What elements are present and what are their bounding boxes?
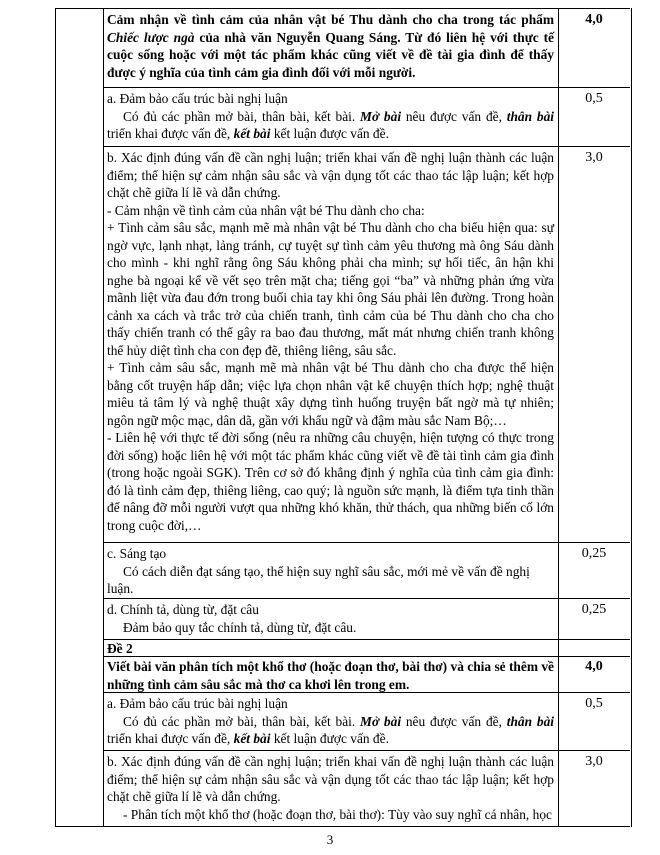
de1-criterion-b <box>107 149 554 534</box>
criterion-point: + Tình cảm sâu sắc, mạnh mẽ mà nhân vật bé Thu dành cho cha biểu hiện qua: sự ngờ vực, lạnh nhạt, lảng tránh, cự tuyệt sự tình cảm yêu thương mà ông Sáu dành cho mình - khi nghĩ rằng ông Sáu không phải cha mình; sự hối tiếc, ân hận khi nghe bà ngoại kể về vết sẹo trên mặt cha; tiếng gọi “ba” và những phản ứng vừa mãnh liệt vừa đau đớn trong buổi chia tay khi ông Sáu phải lên đường. Trong hoàn cảnh xa cách và trắc trở của chiến tranh, tình cảm của bé Thu dành cho cha cho thấy chiến tranh có thể gây ra bao đau thương, mất mát nhưng chiến tranh không thể hủy diệt tình cha con đẹp đẽ, thiêng liêng, sâu sắc. <box>107 220 554 358</box>
de1-criterion-d <box>107 601 554 636</box>
de2-criterion-a <box>107 695 554 748</box>
de1-question: Cảm nhận về tình cảm của nhân vật bé Thu dành cho cha trong tác phẩm Chiếc lược ngà của nhà văn Nguyễn Quang Sáng. Từ đó liên hệ với thực tế cuộc sống hoặc với một tác phẩm khác cũng viết về đề tài gia đình để thấy được ý nghĩa của tình cảm gia đình đối với mỗi người. <box>107 12 554 80</box>
criterion-title: d. Chính tả, dùng từ, đặt câu <box>107 602 259 617</box>
criterion-title: a. Đảm bảo cấu trúc bài nghị luận <box>107 696 288 711</box>
de2-a-score: 0,5 <box>585 696 603 711</box>
de2-label: Đề 2 <box>107 641 133 656</box>
criterion-body: Có cách diễn đạt sáng tạo, thể hiện suy nghĩ sâu sắc, mới mẻ về vấn đề nghị luận. <box>107 563 530 596</box>
de1-a-score: 0,5 <box>585 91 603 106</box>
table-bottom-border <box>55 826 630 827</box>
de2-question: Viết bài văn phân tích một khổ thơ (hoặc đoạn thơ, bài thơ) và chia sẻ thêm về những tình cảm sâu sắc mà thơ ca khơi lên trong em. <box>107 659 554 692</box>
criterion-title: c. Sáng tạo <box>107 546 167 561</box>
criterion-title: a. Đảm bảo cấu trúc bài nghị luận <box>107 91 288 106</box>
criterion-body: Đảm bảo quy tắc chính tả, dùng từ, đặt câu. <box>123 619 357 635</box>
row-divider <box>103 146 630 147</box>
de1-criterion-c <box>107 545 554 598</box>
de1-criterion-a <box>107 90 554 143</box>
row-divider <box>103 598 630 599</box>
criterion-point: - Liên hệ với thực tế đời sống (nêu ra những câu chuyện, hiện tượng có thực trong đời sống) hoặc liên hệ với một tác phẩm khác cũng viết về đề tài tình cảm gia đình (trong hoặc ngoài SGK). Trên cơ sở đó khẳng định ý nghĩa của tình cảm gia đình: đó là tình cảm đẹp, thiêng liêng, cao quý; là nguồn sức mạnh, là điểm tựa tinh thần để nâng đỡ mỗi người vượt qua những khó khăn, thử thách, qua những biến cố lớn trong cuộc đời,… <box>107 430 554 533</box>
criterion-point: + Tình cảm sâu sắc, mạnh mẽ mà nhân vật bé Thu dành cho cha được thể hiện bằng cốt truyện hấp dẫn; việc lựa chọn nhân vật kể chuyện thích hợp; nghệ thuật miêu tả tâm lý và nghệ thuật xây dựng tình huống truyện bất ngờ mà tự nhiên; ngôn ngữ mộc mạc, dân dã, gần với khẩu ngữ và đậm màu sắc Nam Bộ;… <box>107 360 554 428</box>
de1-c-score: 0,25 <box>581 546 607 561</box>
row-divider <box>103 542 630 543</box>
de1-d-score: 0,25 <box>581 602 607 617</box>
de2-criterion-b <box>107 753 554 823</box>
criterion-point: - Cảm nhận về tình cảm của nhân vật bé Thu dành cho cha: <box>107 202 425 218</box>
table-left-column <box>55 8 104 827</box>
criterion-body: Có đủ các phần mở bài, thân bài, kết bài. Mở bài nêu được vấn đề, thân bài triển khai được vấn đề, kết bài kết luận được vấn đề. <box>107 108 554 141</box>
row-divider <box>103 87 630 88</box>
page-number: 3 <box>326 832 334 847</box>
criterion-body: Có đủ các phần mở bài, thân bài, kết bài. Mở bài nêu được vấn đề, thân bài triển khai được vấn đề, kết bài kết luận được vấn đề. <box>107 713 554 746</box>
criterion-title: b. Xác định đúng vấn đề cần nghị luận; triển khai vấn đề nghị luận thành các luận điểm; thể hiện sự cảm nhận sâu sắc và vận dụng tốt các thao tác lập luận; kết hợp chặt chẽ giữa lí lẽ và dẫn chứng. <box>107 150 554 200</box>
criterion-point: - Phân tích một khổ thơ (hoặc đoạn thơ, bài thơ): Tùy vào suy nghĩ cá nhân, học <box>123 806 552 822</box>
de2-question-score: 4,0 <box>585 659 603 674</box>
de2-b-score: 3,0 <box>585 754 603 769</box>
de1-question-score: 4,0 <box>585 12 603 27</box>
criterion-title: b. Xác định đúng vấn đề cần nghị luận; triển khai vấn đề nghị luận thành các luận điểm; thể hiện sự cảm nhận sâu sắc và vận dụng tốt các thao tác lập luận; kết hợp chặt chẽ giữa lí lẽ và dẫn chứng. <box>107 754 554 804</box>
row-divider <box>103 750 630 751</box>
score-column-divider <box>558 8 559 827</box>
table-top-border <box>55 8 630 9</box>
de1-b-score: 3,0 <box>585 150 603 165</box>
